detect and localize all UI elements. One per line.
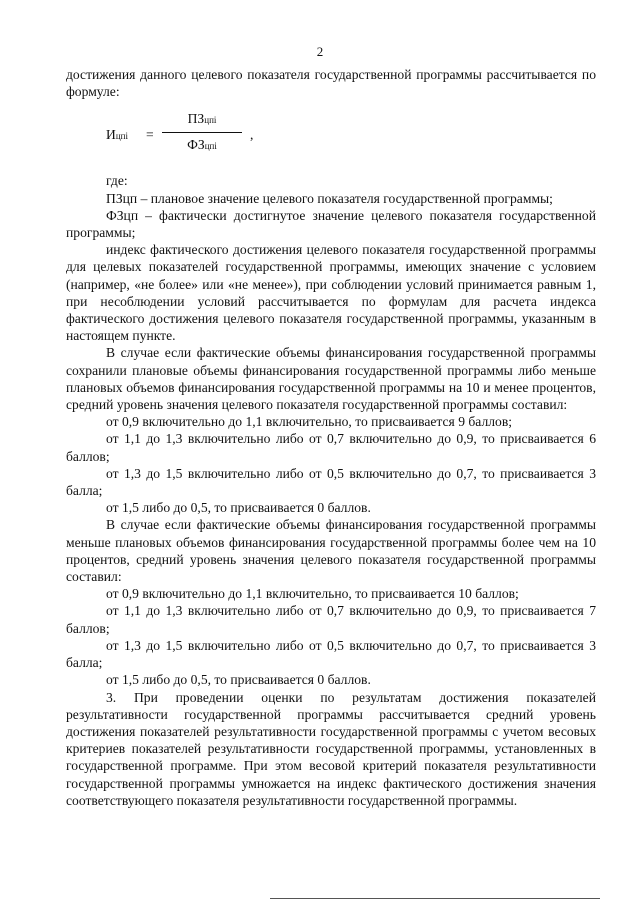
- definition-actual: ФЗцп – фактически достигнутое значение целевого показателя государственной программы;: [66, 207, 596, 241]
- case2-item-c: от 1,3 до 1,5 включительно либо от 0,5 включительно до 0,7, то присваивается 3 балла;: [66, 637, 596, 671]
- case1-item-c: от 1,3 до 1,5 включительно либо от 0,5 включительно до 0,7, то присваивается 3 балла;: [66, 465, 596, 499]
- case1-item-d: от 1,5 либо до 0,5, то присваивается 0 баллов.: [106, 500, 371, 516]
- document-body: [66, 66, 596, 809]
- formula-equals: =: [146, 127, 154, 143]
- formula-comma: ,: [250, 127, 254, 143]
- formula-lhs-sub: цпi: [115, 131, 128, 142]
- case1-paragraph: В случае если фактические объемы финансирования государственной программы сохранили плановые объемы финансирования государственной программы либо меньше плановых объемов финансирования государственной программы на 10 и менее процентов, средний уровень значения целевого показателя государственной программы составил:: [66, 345, 596, 413]
- fraction-bar: [162, 132, 242, 133]
- case2-item-d: от 1,5 либо до 0,5, то присваивается 0 баллов.: [106, 672, 371, 688]
- formula-lhs-main: И: [106, 127, 116, 143]
- case2-item-b: от 1,1 до 1,3 включительно либо от 0,7 включительно до 0,9, то присваивается 7 баллов;: [66, 603, 596, 636]
- case1-item-a: от 0,9 включительно до 1,1 включительно, то присваивается 9 баллов;: [106, 414, 513, 430]
- formula: [66, 108, 596, 162]
- formula-fraction: [162, 110, 242, 154]
- formula-lhs: [106, 126, 128, 145]
- case1-item-b: от 1,1 до 1,3 включительно либо от 0,7 включительно до 0,9, то присваивается 6 баллов;: [66, 431, 596, 464]
- intro-paragraph: достижения данного целевого показателя государственной программы рассчитывается по формуле:: [66, 67, 596, 100]
- formula-denominator: [162, 136, 242, 155]
- case2-item-a: от 0,9 включительно до 1,1 включительно, то присваивается 10 баллов;: [106, 586, 519, 602]
- formula-num-main: ПЗ: [187, 111, 205, 127]
- definition-planned: ПЗцп – плановое значение целевого показателя государственной программы;: [106, 190, 553, 206]
- formula-numerator: [162, 110, 242, 129]
- section-3-paragraph: 3. При проведении оценки по результатам достижения показателей результативности государственной программы рассчитывается средний уровень достижения показателей результативности государственной программы с учетом весовых критериев показателей результативности государственной программы, установленных в государственной программе. При этом весовой критерий показателя результативности государственной программы умножается на индекс фактического достижения значения соответствующего показателя результативности государственной программы.: [66, 689, 596, 808]
- page-number: 2: [316, 44, 324, 59]
- where-label: где:: [106, 173, 128, 189]
- formula-den-main: ФЗ: [187, 136, 205, 152]
- formula-num-sub: цпi: [204, 115, 217, 126]
- formula-den-sub: цпi: [204, 140, 217, 151]
- scan-edge-line: [270, 898, 600, 899]
- index-paragraph: индекс фактического достижения целевого показателя государственной программы для целевых показателей государственной программы, имеющих значение с условием (например, «не более» или «не менее»), при соблюдении условий принимается равным 1, при несоблюдении условий рассчитывается по формулам для расчета индекса фактического достижения целевого показателя государственной программы, указанным в настоящем пункте.: [66, 242, 596, 344]
- case2-paragraph: В случае если фактические объемы финансирования государственной программы меньше плановых объемов финансирования государственной программы более чем на 10 процентов, средний уровень значения целевого показателя государственной программы составил:: [66, 517, 596, 585]
